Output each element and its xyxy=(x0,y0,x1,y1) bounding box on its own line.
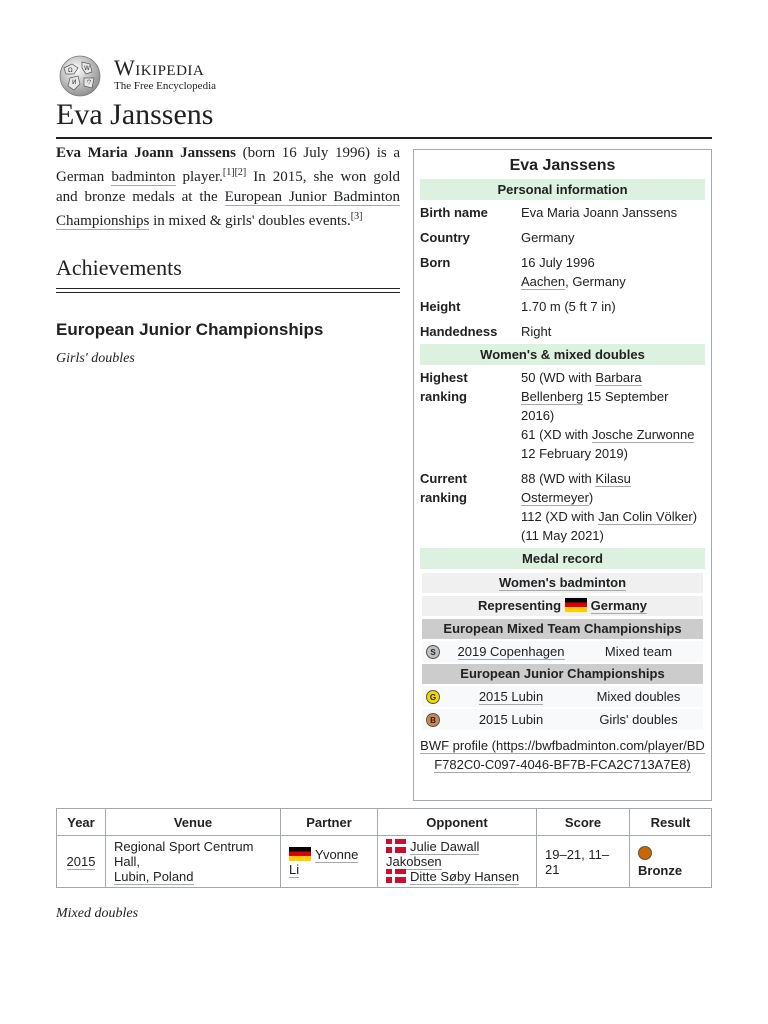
denmark-flag-icon xyxy=(386,869,406,883)
page-title: Eva Janssens xyxy=(56,96,712,139)
current-ranking-label: Current ranking xyxy=(420,471,467,505)
lubin-poland-link[interactable]: Lubin, Poland xyxy=(114,869,194,884)
subject-name: Eva Maria Joann Janssens xyxy=(56,145,236,161)
venue-cell xyxy=(106,836,281,888)
medal-row xyxy=(422,709,703,730)
ranking-text: 15 September 2016) xyxy=(521,389,669,423)
ranking-text: ) (11 May 2021) xyxy=(521,509,698,543)
born-value xyxy=(521,253,705,291)
sport-header xyxy=(422,573,703,593)
result-text: Bronze xyxy=(638,862,683,878)
born-label: Born xyxy=(420,255,451,270)
highest-ranking-row xyxy=(420,365,705,466)
born-date: 16 July 1996 xyxy=(521,255,595,270)
girls-doubles-label: Girls' doubles xyxy=(56,351,135,366)
year-header: Year xyxy=(57,809,106,836)
table-header-row xyxy=(57,809,712,836)
kilasu-ostermeyer-link[interactable]: Kilasu Ostermeyer xyxy=(521,471,631,505)
gold-medal-icon: G xyxy=(426,690,440,704)
birth-name-value: Eva Maria Joann Janssens xyxy=(521,205,678,220)
medal-row xyxy=(422,641,703,662)
intro-text: in mixed & girls' doubles events. xyxy=(149,213,351,229)
height-row xyxy=(420,294,705,319)
ditte-soby-hansen-link[interactable]: Ditte Søby Hansen xyxy=(410,869,520,884)
ejbc-link[interactable]: European Junior Badminton Championships xyxy=(56,189,401,229)
handedness-value: Right xyxy=(521,324,552,339)
table-row xyxy=(57,836,712,888)
svg-text:И: И xyxy=(72,79,77,86)
year-2015-link[interactable]: 2015 xyxy=(66,854,96,869)
ranking-text: 50 (WD with xyxy=(521,370,596,385)
medal-event: Mixed team xyxy=(604,644,673,659)
medal-event: Girls' doubles xyxy=(599,712,678,727)
mixed-doubles-label: Mixed doubles xyxy=(56,906,139,921)
ejc-heading: European Junior Championships xyxy=(56,320,324,339)
intro-text: In 2015, she won gold and bronze medals at the xyxy=(56,169,401,205)
handedness-row xyxy=(420,319,705,344)
germany-flag-icon xyxy=(565,598,587,612)
venue-name: Regional Sport Centrum Hall, xyxy=(114,839,254,869)
wordmark-subtitle: The Free Encyclopedia xyxy=(114,80,217,92)
intro-text: (born 16 July 1996) is a German xyxy=(56,145,400,185)
representing-header xyxy=(422,596,703,616)
score-cell: 19–21, 11–21 xyxy=(537,836,630,888)
venue-header: Venue xyxy=(106,809,281,836)
medal-place: 2015 Lubin xyxy=(478,712,544,727)
ejc-medal-header: European Junior Championships xyxy=(422,664,703,684)
achievements-heading: Achievements xyxy=(56,254,400,289)
aachen-link[interactable]: Aachen xyxy=(521,274,566,289)
medal-event: Mixed doubles xyxy=(596,689,681,704)
handedness-label: Handedness xyxy=(420,324,498,339)
ref-3-link[interactable]: [3] xyxy=(350,211,363,222)
germany-flag-icon xyxy=(289,847,311,861)
infobox xyxy=(413,149,712,801)
partner-header: Partner xyxy=(281,809,378,836)
intro-text: player. xyxy=(175,169,223,185)
current-ranking-value xyxy=(521,469,705,545)
barbara-bellenberg-link[interactable]: Barbara Bellenberg xyxy=(521,370,642,404)
country-value: Germany xyxy=(521,230,575,245)
highest-ranking-label: Highest ranking xyxy=(420,370,468,404)
medal-record-header: Medal record xyxy=(420,548,705,569)
results-table xyxy=(56,808,712,888)
wordmark-title: Wikipedia xyxy=(114,55,205,80)
svg-text:Ω: Ω xyxy=(68,67,73,74)
country-label: Country xyxy=(420,230,470,245)
representing-text: Representing xyxy=(477,598,565,613)
wikipedia-globe-logo[interactable] xyxy=(56,54,104,98)
emtc-header: European Mixed Team Championships xyxy=(422,619,703,639)
result-header: Result xyxy=(630,809,712,836)
highest-ranking-value xyxy=(521,368,705,463)
bronze-medal-icon: B xyxy=(426,713,440,727)
ranking-text: 112 (XD with xyxy=(521,509,599,524)
germany-link[interactable]: Germany xyxy=(590,598,648,613)
opponent-cell xyxy=(378,836,537,888)
copenhagen-2019-link[interactable]: 2019 Copenhagen xyxy=(457,644,565,659)
silver-medal-icon: S xyxy=(426,645,440,659)
country-row xyxy=(420,225,705,250)
svg-text:ウ: ウ xyxy=(86,79,93,86)
denmark-flag-icon xyxy=(386,839,406,853)
ranking-text: ) xyxy=(588,490,594,505)
partner-cell xyxy=(281,836,378,888)
bronze-medal-icon xyxy=(638,846,652,860)
bwf-profile-footer xyxy=(420,736,705,774)
ref-1-link[interactable]: [1] xyxy=(222,167,235,178)
born-country: , Germany xyxy=(565,274,626,289)
intro-paragraph xyxy=(56,143,400,231)
bwf-profile-link[interactable]: BWF profile (https://bwfbadminton.com/player/BDF782C0-C097-4046-BF7B-FCA2C713A7E8) xyxy=(420,738,705,772)
ranking-text: 12 February 2019) xyxy=(521,446,628,461)
height-label: Height xyxy=(420,299,461,314)
ranking-text: 88 (WD with xyxy=(521,471,596,486)
lubin-2015-link[interactable]: 2015 Lubin xyxy=(478,689,544,704)
result-cell xyxy=(630,836,712,888)
yvonne-li-link[interactable]: Yvonne Li xyxy=(289,846,359,877)
josche-zurwonne-link[interactable]: Josche Zurwonne xyxy=(591,427,695,442)
current-ranking-row xyxy=(420,466,705,548)
opponent-header: Opponent xyxy=(378,809,537,836)
height-value: 1.70 m (5 ft 7 in) xyxy=(521,299,616,314)
jan-colin-volker-link[interactable]: Jan Colin Völker xyxy=(598,509,693,524)
born-row xyxy=(420,250,705,294)
medal-table xyxy=(422,573,703,730)
doubles-header: Women's & mixed doubles xyxy=(420,344,705,365)
ranking-text: 61 (XD with xyxy=(521,427,592,442)
birth-name-row xyxy=(420,200,705,225)
birth-name-label: Birth name xyxy=(420,205,488,220)
svg-text:W: W xyxy=(84,65,90,72)
score-header: Score xyxy=(537,809,630,836)
infobox-title: Eva Janssens xyxy=(509,157,616,174)
womens-badminton-link[interactable]: Women's badminton xyxy=(498,575,627,590)
badminton-link[interactable]: badminton xyxy=(111,169,176,185)
medal-row xyxy=(422,686,703,707)
wordmark[interactable] xyxy=(114,56,216,93)
personal-info-header: Personal information xyxy=(420,179,705,200)
julie-dawall-jakobsen-link[interactable]: Julie Dawall Jakobsen xyxy=(386,839,480,869)
ref-2-link[interactable]: [2] xyxy=(234,167,247,178)
